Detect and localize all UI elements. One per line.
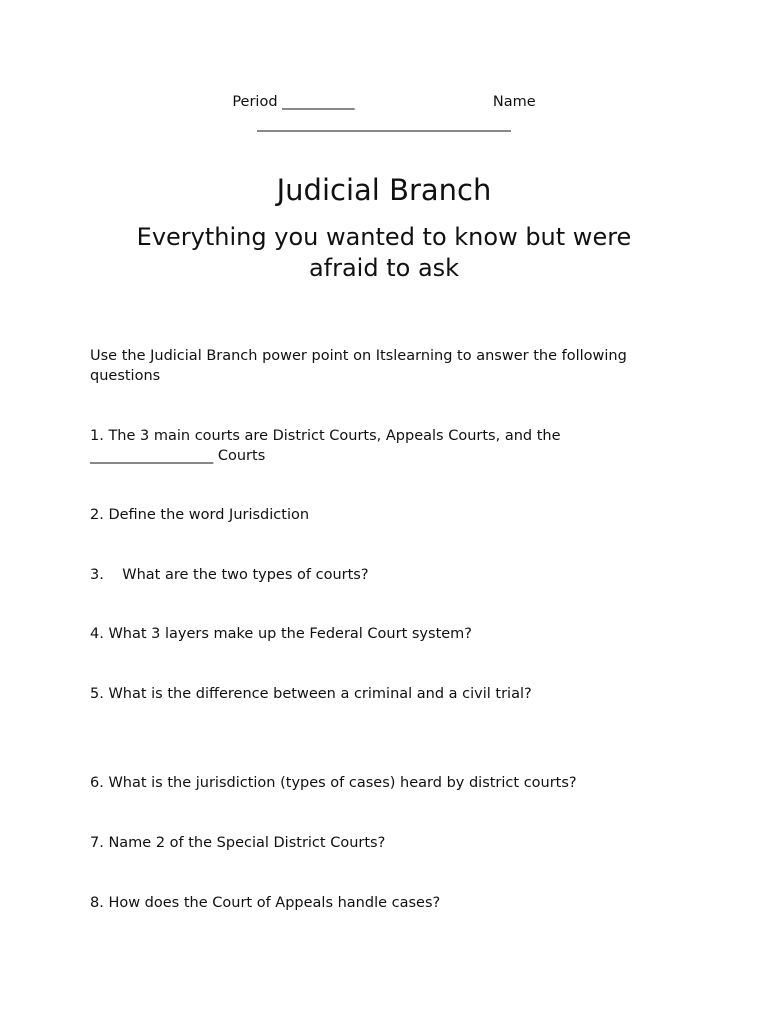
question-1: 1. The 3 main courts are District Courts, Appeals Courts, and the _________________ Courts	[90, 428, 561, 464]
question-6: 6. What is the jurisdiction (types of cases) heard by district courts?	[90, 775, 577, 791]
question-7: 7. Name 2 of the Special District Courts?	[90, 835, 386, 851]
name-blank-line: ___________________________________	[257, 116, 511, 132]
question-8: 8. How does the Court of Appeals handle cases?	[90, 895, 441, 911]
question-3: 3. What are the two types of courts?	[90, 567, 369, 583]
question-5: 5. What is the difference between a criminal and a civil trial?	[90, 686, 532, 702]
question-2: 2. Define the word Jurisdiction	[90, 507, 310, 523]
page-title: Judicial Branch	[276, 173, 492, 207]
question-4: 4. What 3 layers make up the Federal Court system?	[90, 626, 472, 642]
page-subtitle: Everything you wanted to know but were afraid to ask	[136, 223, 632, 282]
instructions-text: Use the Judicial Branch power point on Itslearning to answer the following questions	[90, 348, 627, 384]
period-name-line: Period __________ Name	[232, 94, 536, 110]
